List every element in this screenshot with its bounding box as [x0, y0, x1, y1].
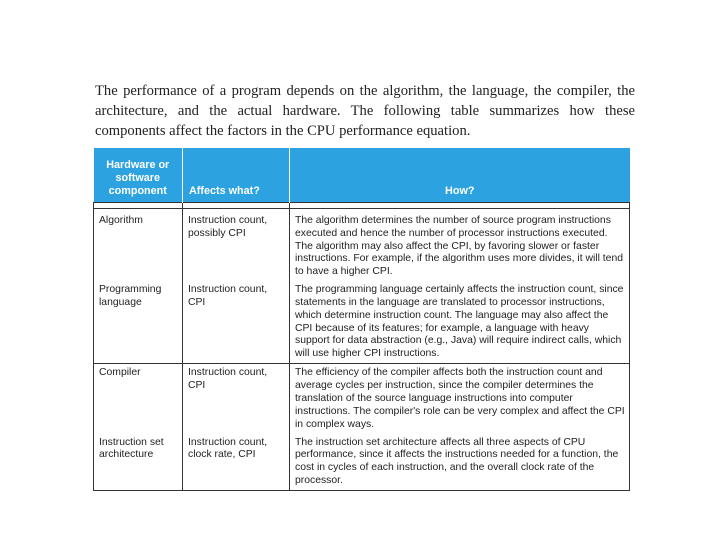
- table-row: [94, 434, 630, 491]
- row-component: Programming language: [99, 284, 162, 309]
- row-affects: Instruction count, CPI: [183, 364, 290, 434]
- header-affects: Affects what?: [183, 148, 290, 203]
- header-how: How?: [290, 148, 630, 203]
- row-component: Algorithm: [94, 209, 183, 282]
- row-how: The algorithm determines the number of source program instructions executed and hence the number of processor instructions executed. The algorithm may also affect the CPI, by favoring slower or faster instructions. For example, if the algorithm uses more divides, it will tend to have a higher CPI.: [290, 209, 630, 282]
- performance-factors-table: [93, 148, 630, 491]
- intro-paragraph: The performance of a program depends on the algorithm, the language, the compiler, the architecture, and the actual hardware. The following table summarizes how these components affect the factors in the CPU performance equation.: [95, 82, 635, 139]
- row-component: Instruction set architecture: [99, 436, 164, 461]
- row-how: The instruction set architecture affects all three aspects of CPU performance, since it affects the instructions needed for a function, the cost in cycles of each instruction, and the overall clock rate of the processor.: [290, 434, 630, 491]
- row-affects: Instruction count, possibly CPI: [183, 209, 290, 282]
- table-row: [94, 364, 630, 434]
- row-affects: Instruction count, clock rate, CPI: [183, 434, 290, 491]
- table-row: [94, 209, 630, 282]
- table-header: [94, 148, 630, 203]
- row-how: The efficiency of the compiler affects both the instruction count and average cycles per instruction, since the compiler determines the translation of the source language instructions into computer instructions. The compiler's role can be very complex and affect the CPI in complex ways.: [290, 364, 630, 434]
- row-how: The programming language certainly affects the instruction count, since statements in the language are translated to processor instructions, which determine instruction count. The language may also affect the CPI because of its features; for example, a language with heavy support for data abstraction (e.g., Java) will require indirect calls, which will use higher CPI instructions.: [290, 281, 630, 364]
- table-row: [94, 281, 630, 364]
- header-component: Hardware or software component: [94, 148, 183, 203]
- row-affects: Instruction count, CPI: [183, 281, 290, 364]
- row-component: Compiler: [94, 364, 183, 434]
